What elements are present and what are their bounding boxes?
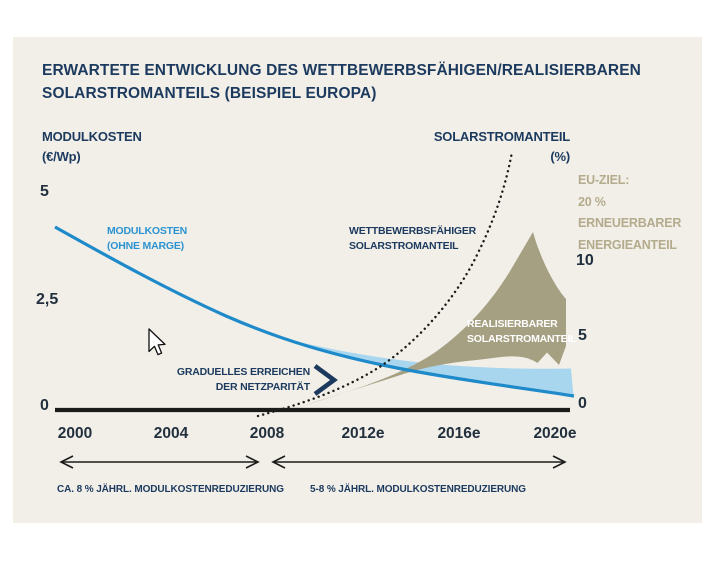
right-axis-title-line1: SOLARSTROMANTEIL [433, 129, 570, 144]
x-tick-2012e: 2012e [341, 425, 385, 442]
page-title-line1: ERWARTETE ENTWICKLUNG DES WETTBEWERBSFÄHIGEN/REALISIERBAREN [42, 62, 641, 79]
left-axis-title-line1: MODULKOSTEN [42, 129, 142, 144]
x-tick-2004: 2004 [153, 425, 189, 442]
competitive-share-label-line2: SOLARSTROMANTEIL [349, 239, 459, 252]
right-tick-5: 5 [578, 327, 587, 344]
mouse-cursor-icon [149, 329, 165, 355]
right-axis-title [370, 127, 570, 167]
left-tick-2-5: 2,5 [36, 291, 59, 308]
grid-parity-chevron-icon [315, 366, 334, 394]
x-tick-2008: 2008 [249, 425, 285, 442]
right-tick-10: 10 [576, 252, 594, 269]
grid-parity-label-line2: DER NETZPARITÄT [215, 380, 310, 393]
eu-goal-line1: EU-ZIEL: [578, 173, 630, 187]
realizable-share-label-line2: SOLARSTROMANTEIL [467, 332, 577, 345]
left-axis-title-line2: (€/Wp) [42, 149, 81, 164]
page-title-line2: SOLARSTROMANTEILS (BEISPIEL EUROPA) [42, 85, 377, 102]
eu-goal-annotation [578, 170, 681, 256]
x-tick-2020e: 2020e [533, 425, 577, 442]
right-period-arrow [273, 456, 565, 468]
left-axis-title [42, 127, 142, 167]
grid-parity-label-line1: GRADUELLES ERREICHEN [176, 366, 310, 378]
grid-parity-label [150, 365, 310, 394]
module-cost-label-line1: MODULKOSTEN [107, 225, 188, 237]
competitive-share-label-line1: WETTBEWERBSFÄHIGER [349, 225, 477, 237]
x-tick-2016e: 2016e [437, 425, 481, 442]
realizable-share-label [467, 317, 576, 346]
module-cost-label-line2: (OHNE MARGE) [107, 239, 184, 252]
eu-goal-line4: ENERGIEANTEIL [578, 237, 677, 252]
right-axis-title-line2: (%) [550, 149, 570, 164]
eu-goal-line3: ERNEUERBARER [578, 216, 682, 230]
eu-goal-line2: 20 % [578, 194, 606, 209]
right-period-label: 5-8 % JÄHRL. MODULKOSTENREDUZIERUNG [310, 484, 526, 495]
left-period-label: CA. 8 % JÄHRL. MODULKOSTENREDUZIERUNG [57, 484, 284, 495]
realizable-share-label-line1: REALISIERBARER [467, 318, 558, 330]
module-cost-label [107, 224, 187, 253]
competitive-share-label [349, 224, 476, 253]
left-tick-0: 0 [40, 397, 49, 414]
x-tick-2000: 2000 [57, 425, 93, 442]
left-tick-5: 5 [40, 183, 49, 200]
left-period-arrow [61, 456, 258, 468]
right-tick-0: 0 [578, 395, 587, 412]
